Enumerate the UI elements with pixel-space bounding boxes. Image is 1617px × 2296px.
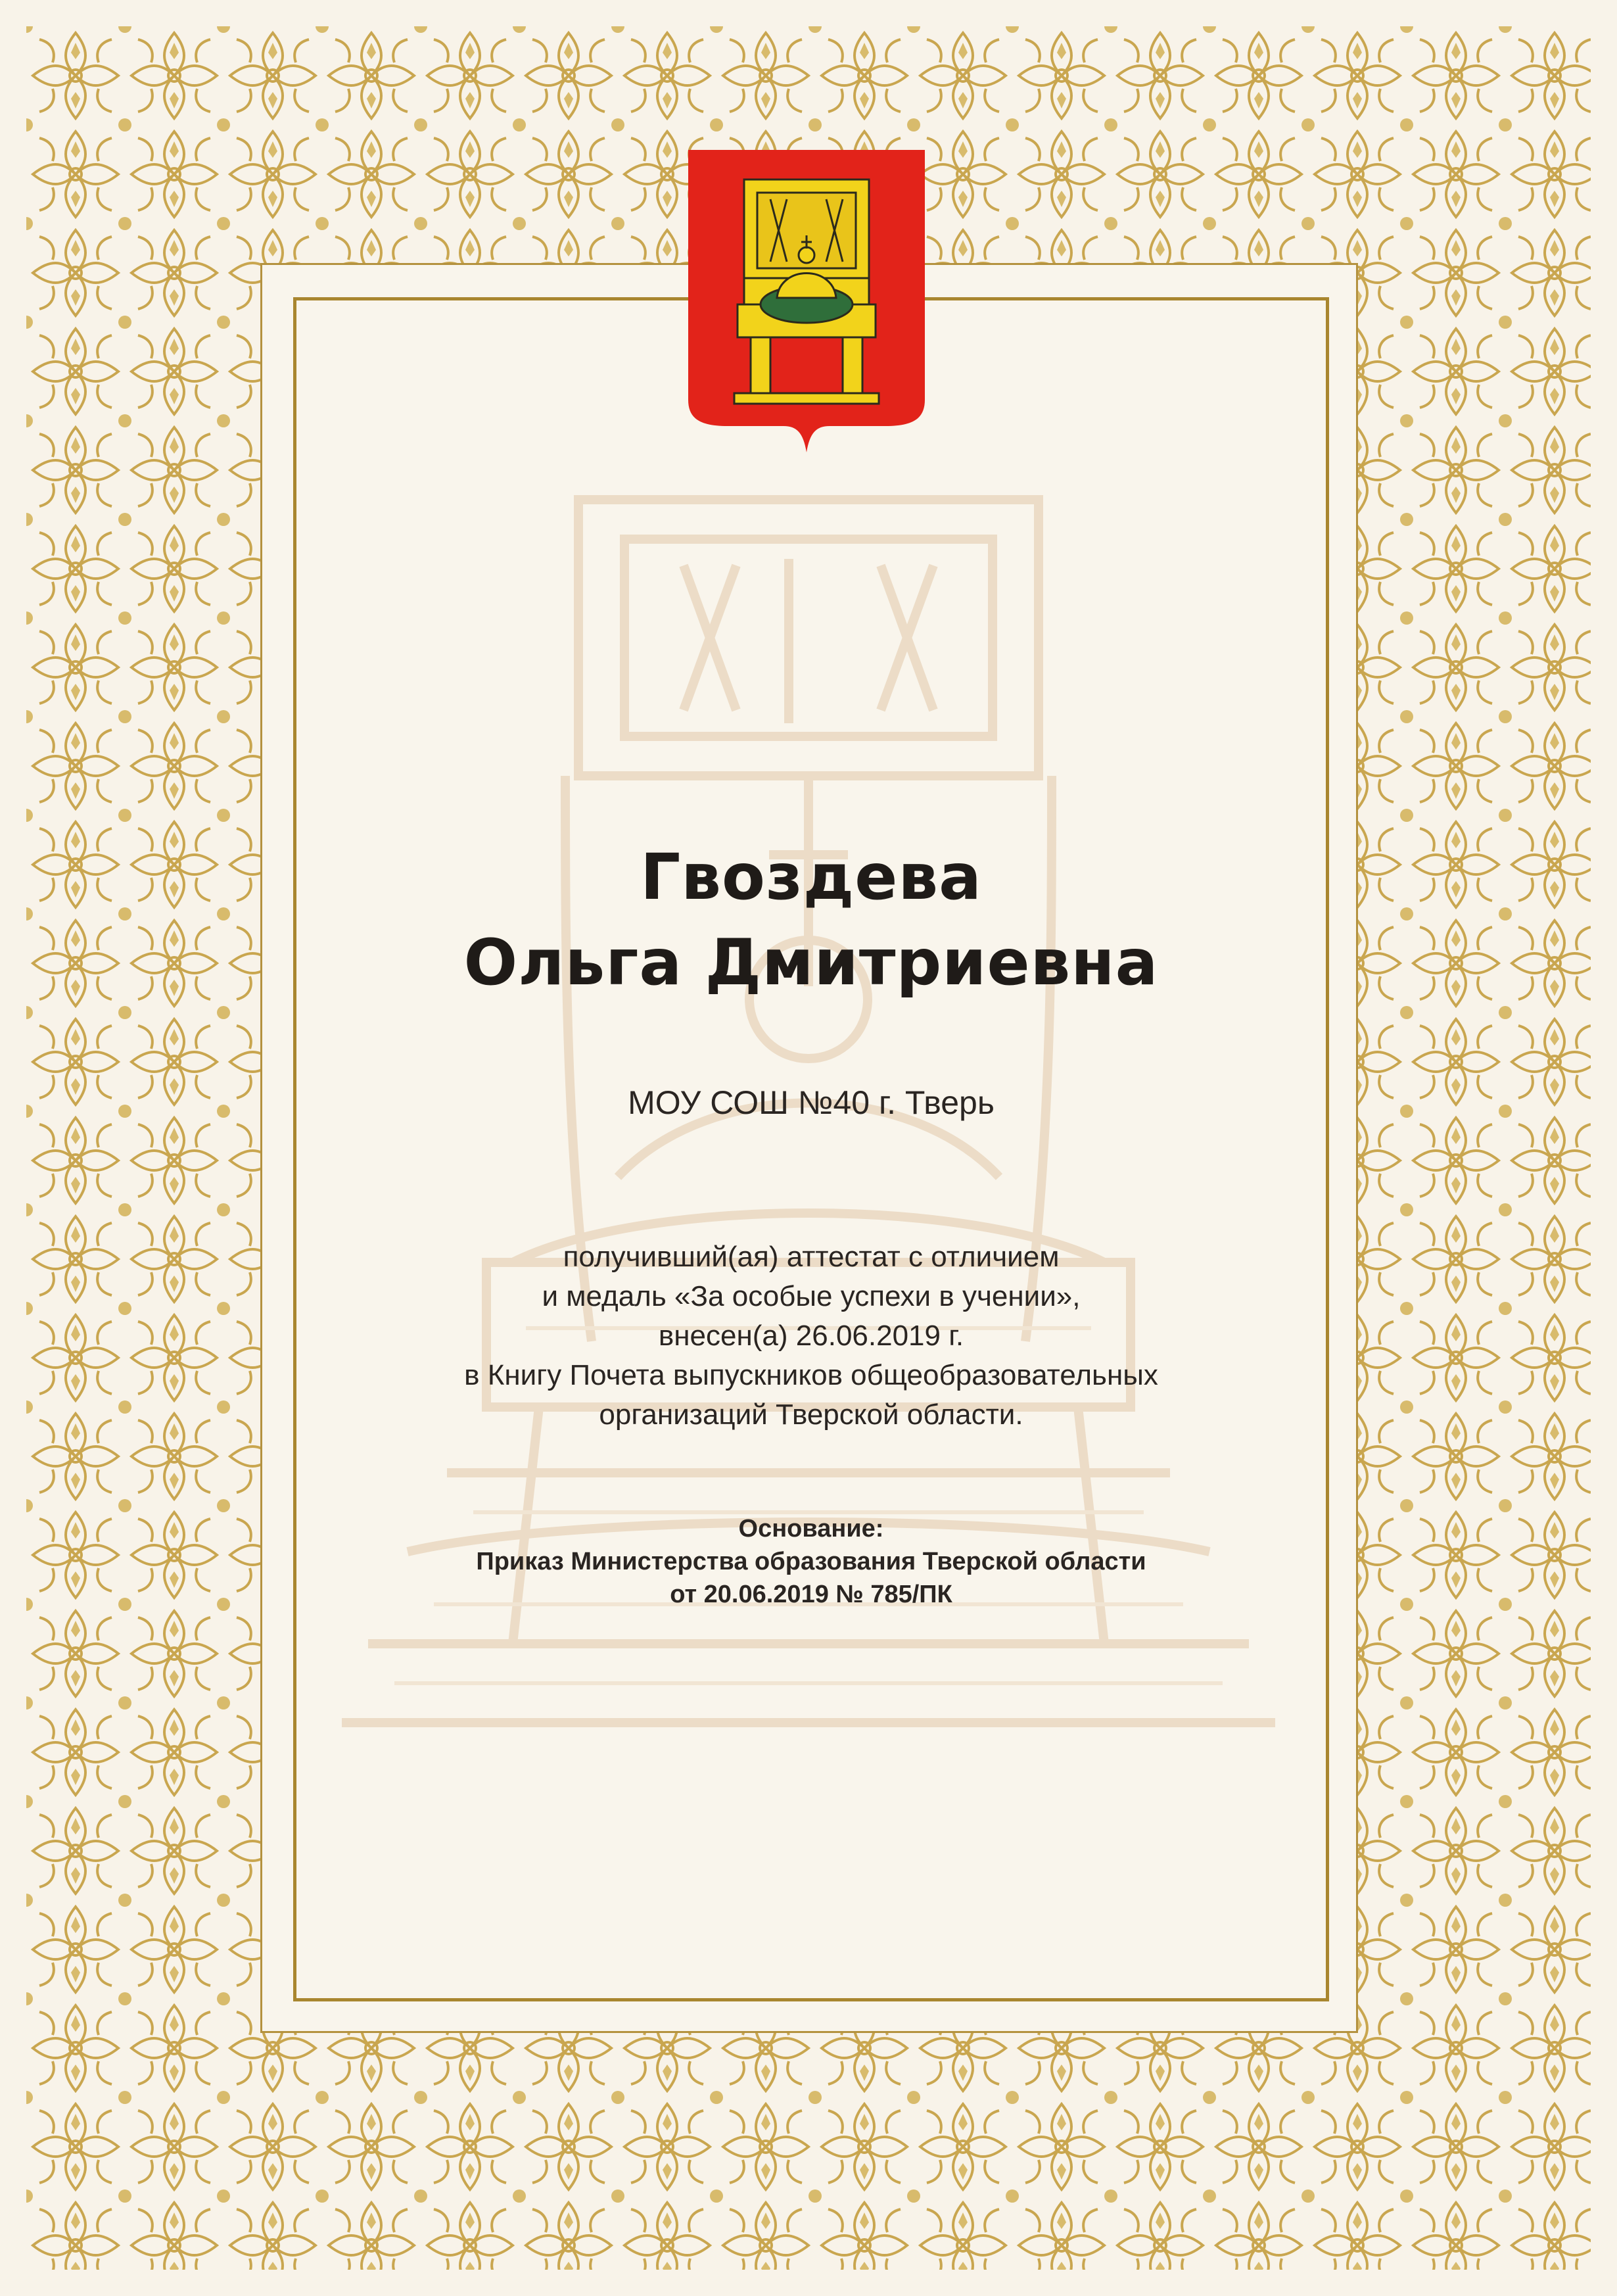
inner-frame-line	[293, 297, 1329, 2001]
school-name: МОУ СОШ №40 г. Тверь	[628, 1084, 995, 1121]
basis-section	[293, 1512, 1329, 1611]
basis-label: Основание:	[738, 1515, 884, 1543]
recipient-surname: Гвоздева	[640, 840, 982, 914]
basis-line: от 20.06.2019 № 785/ПК	[670, 1581, 952, 1608]
certificate-body	[293, 1237, 1329, 1435]
body-line: в Книгу Почета выпускников общеобразовательных	[464, 1359, 1158, 1391]
recipient-given-names: Ольга Дмитриевна	[463, 926, 1159, 999]
basis-line: Приказ Министерства образования Тверской области	[476, 1548, 1146, 1575]
body-line: внесен(а) 26.06.2019 г.	[658, 1320, 964, 1352]
tver-coat-of-arms-icon	[688, 150, 925, 452]
body-line: организаций Тверской области.	[599, 1399, 1023, 1431]
body-line: и медаль «За особые успехи в учении»,	[542, 1280, 1081, 1312]
body-line: получивший(ая) аттестат с отличием	[563, 1241, 1060, 1273]
